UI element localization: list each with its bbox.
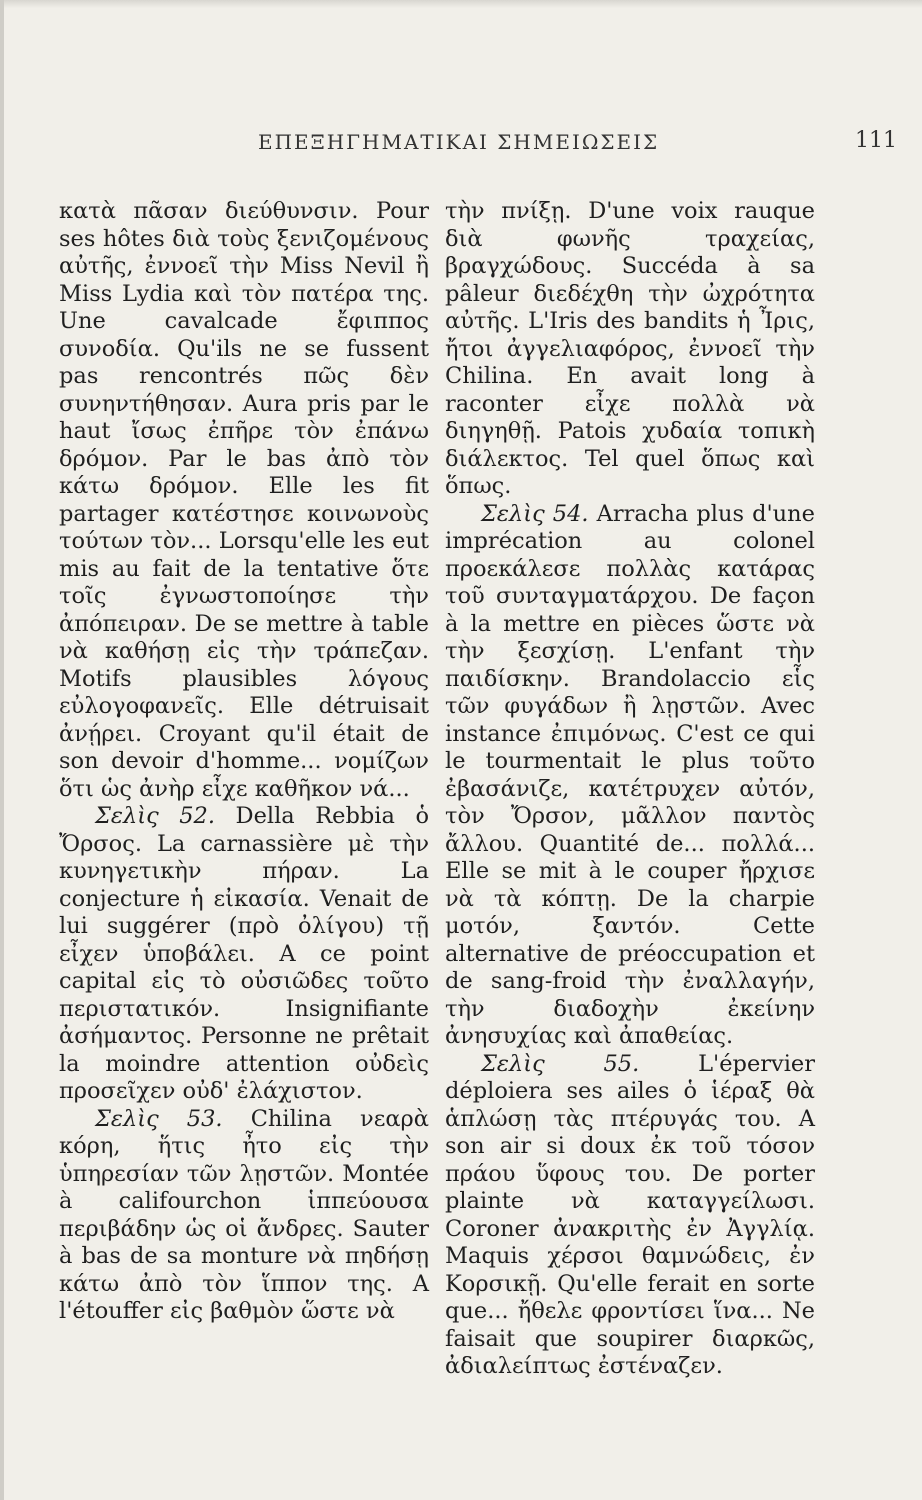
right-entry-page-55-label: Σελὶς 55. (481, 1050, 640, 1077)
right-entry-page-55-text: L'épervier déploiera ses ailes ὁ ἱέραξ θὰ ἁπλώσῃ τὰς πτέρυγάς του. A son air si doux ἐκ τοῦ τόσον πράου ὕφους του. De porter plainte νὰ καταγγείλωσι. Coroner ἀνακριτὴς ἐν Ἀγγλίᾳ. Maquis χέρσοι θαμνώδεις, ἐν Κορσικῇ. Qu'elle ferait en sorte que... ἤθελε φροντίσει ἵνα... Ne faisait que soupirer διαρκῶς, ἀδιαλείπτως ἐστέναζεν. (445, 1050, 815, 1379)
page-header (0, 130, 922, 160)
left-entry-page-52-text: Della Rebbia ὁ Ὄρσος. La carnassière μὲ τὴν κυνηγετικὴν πήραν. La conjecture ἡ εἰκασία. Venait de lui suggérer (πρὸ ὀλίγου) τῇ εἶχεν ὑποβάλει. A ce point capital εἰς τὸ οὐσιῶδες τοῦτο περιστατικόν. Insignifiante ἀσήμαντος. Personne ne prêtait la moindre attention οὐδεὶς προσεῖχεν οὐδ' ἐλάχιστον. (59, 803, 429, 1104)
right-entry-page-54-text: Arracha plus d'une imprécation au colonel προεκάλεσε πολλὰς κατάρας τοῦ συνταγματάρχου. De façon à la mettre en pièces ὥστε νὰ τὴν ξεσχίσῃ. L'enfant τὴν παιδίσκην. Brandolaccio εἷς τῶν φυγάδων ἢ λῃστῶν. Avec instance ἐπιμόνως. C'est ce qui le tourmentait le plus τοῦτο ἐβασάνιζε, κατέτρυχεν αὐτόν, τὸν Ὄρσον, μᾶλλον παντὸς ἄλλου. Quantité de... πολλά... Elle se mit à le couper ἤρχισε νὰ τὰ κόπτῃ. De la charpie μοτόν, ξαντόν. Cette alternative de préoccupation et de sang-froid τὴν ἐναλλαγήν, τὴν διαδοχὴν ἐκείνην ἀνησυχίας καὶ ἀπαθείας. (445, 500, 815, 1049)
right-entry-page-54-label: Σελὶς 54. (481, 500, 589, 527)
right-paragraph-1 (445, 198, 815, 501)
left-entry-page-52 (59, 803, 429, 1106)
left-entry-page-53-text: Chilina νεαρὰ κόρη, ἥτις ἦτο εἰς τὴν ὑπηρεσίαν τῶν λῃστῶν. Montée à califourchon ἱππεύουσα περιβάδην ὡς οἱ ἄνδρες. Sauter à bas de sa monture νὰ πηδήσῃ κάτω ἀπὸ τὸν ἵππον της. A l'étouffer εἰς βαθμὸν ὥστε νὰ (59, 1105, 429, 1324)
left-entry-page-53 (59, 1106, 429, 1326)
left-paragraph-1 (59, 198, 429, 803)
page-number: 111 (855, 128, 897, 153)
right-entry-page-55 (445, 1051, 815, 1381)
left-column (59, 198, 429, 1326)
running-title: ΕΠΕΞΗΓΗΜΑΤΙΚΑΙ ΣΗΜΕΙΩΣΕΙΣ (258, 130, 660, 154)
right-entry-page-54 (445, 501, 815, 1051)
page-top-edge (0, 0, 922, 8)
right-column (445, 198, 815, 1381)
left-entry-page-53-label: Σελὶς 53. (95, 1105, 223, 1132)
left-entry-page-52-label: Σελὶς 52. (95, 803, 215, 829)
right-paragraph-1-text: τὴν πνίξῃ. D'une voix rauque διὰ φωνῆς τραχείας, βραγχώδους. Succéda à sa pâleur διεδέχθη τὴν ὠχρότητα αὐτῆς. L'Iris des bandits ἡ Ἶρις, ἤτοι ἀγγελιαφόρος, ἐννοεῖ τὴν Chilina. En avait long à raconter εἶχε πολλὰ νὰ διηγηθῇ. Patois χυδαία τοπικὴ διάλεκτος. Tel quel ὅπως καὶ ὅπως. (445, 198, 815, 499)
left-paragraph-1-text: κατὰ πᾶσαν διεύθυνσιν. Pour ses hôtes διὰ τοὺς ξενιζομένους αὐτῆς, ἐννοεῖ τὴν Miss Nevil ἢ Miss Lydia καὶ τὸν πατέρα της. Une cavalcade ἔφιππος συνοδία. Qu'ils ne se fussent pas rencontrés πῶς δὲν συνηντήθησαν. Aura pris par le haut ἴσως ἐπῆρε τὸν ἐπάνω δρόμον. Par le bas ἀπὸ τὸν κάτω δρόμον. Elle les fit partager κατέστησε κοινωνοὺς τούτων τὸν... Lorsqu'elle les eut mis au fait de la tentative ὅτε τοῖς ἐγνωστοποίησε τὴν ἀπόπειραν. De se mettre à table νὰ καθήσῃ εἰς τὴν τράπεζαν. Motifs plausibles λόγους εὐλογοφανεῖς. Elle détruisait ἀνῄρει. Croyant qu'il était de son devoir d'homme... νομίζων ὅτι ὡς ἀνὴρ εἶχε καθῆκον νά... (59, 198, 429, 802)
page-left-edge (0, 0, 4, 1500)
